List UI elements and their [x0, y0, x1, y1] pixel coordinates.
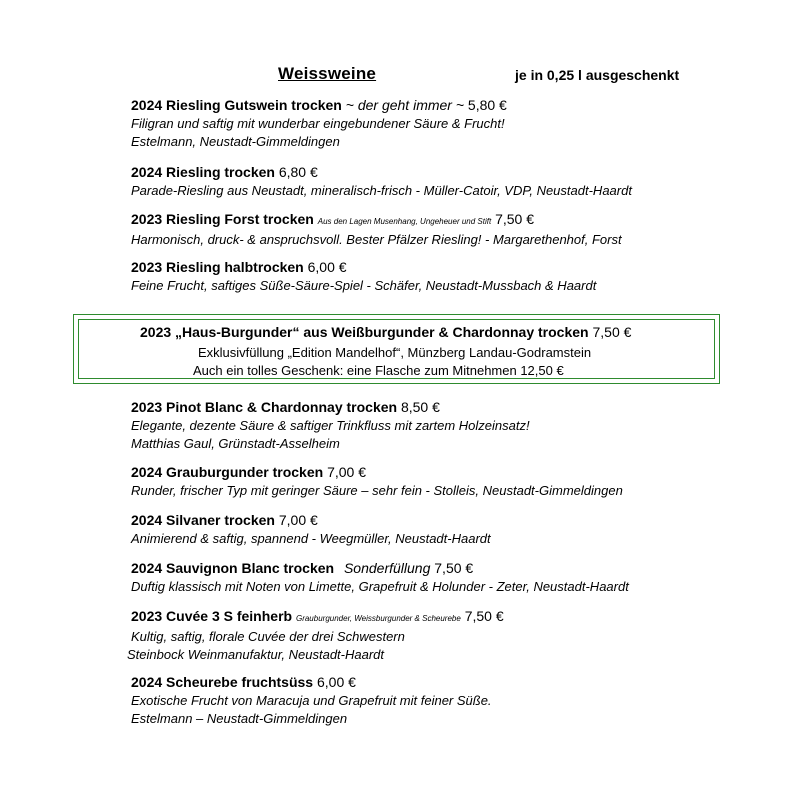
wine-entry [131, 463, 771, 500]
wine-price: 8,50 € [400, 399, 440, 415]
wine-entry [131, 210, 771, 249]
wine-description: Feine Frucht, saftiges Süße-Säure-Spiel - Schäfer, Neustadt-Mussbach & Haardt [131, 278, 597, 293]
wine-entry [131, 163, 771, 200]
wine-description: Harmonisch, druck- & anspruchsvoll. Bester Pfälzer Riesling! - Margarethenhof, Forst [131, 232, 622, 247]
wine-name: 2023 Pinot Blanc & Chardonnay trocken [131, 399, 398, 415]
wine-note: ~ der geht immer ~ [345, 97, 465, 113]
wine-name: 2024 Riesling trocken [131, 164, 275, 180]
wine-producer: Matthias Gaul, Grünstadt-Asselheim [131, 436, 340, 451]
wine-price: 6,00 € [316, 674, 356, 690]
wine-name: 2024 Riesling Gutswein trocken [131, 97, 342, 113]
wine-description: Filigran und saftig mit wunderbar eingebundener Säure & Frucht! [131, 116, 505, 131]
wine-price: 7,00 € [327, 464, 366, 480]
wine-name: 2023 Riesling halbtrocken [131, 259, 304, 275]
featured-gift-note: Auch ein tolles Geschenk: eine Flasche zum Mitnehmen 12,50 € [193, 363, 564, 378]
serving-note: je in 0,25 l ausgeschenkt [515, 67, 680, 83]
wine-entry [131, 559, 771, 596]
wine-note: Sonderfüllung [343, 560, 431, 576]
wine-description: Elegante, dezente Säure & saftiger Trinkfluss mit zartem Holzeinsatz! [131, 418, 530, 433]
featured-wine-name: 2023 „Haus-Burgunder“ aus Weißburgunder & Chardonnay trocken [140, 324, 589, 340]
wine-price: 6,00 € [307, 259, 347, 275]
wine-description: Parade-Riesling aus Neustadt, mineralisch-frisch - Müller-Catoir, VDP, Neustadt-Haardt [131, 183, 632, 198]
wine-description: Duftig klassisch mit Noten von Limette, Grapefruit & Holunder - Zeter, Neustadt-Haardt [131, 579, 629, 594]
wine-description: Runder, frischer Typ mit geringer Säure – sehr fein - Stolleis, Neustadt-Gimmeldingen [131, 483, 623, 498]
page-title: Weissweine [278, 64, 377, 83]
wine-small-note: Grauburgunder, Weissburgunder & Scheurebe [295, 614, 461, 623]
wine-small-note: Aus den Lagen Musenhang, Ungeheuer und Stift [317, 217, 492, 226]
wine-description: Kultig, saftig, florale Cuvée der drei Schwestern [131, 629, 405, 644]
wine-name: 2024 Scheurebe fruchtsüss [131, 674, 314, 690]
wine-name: 2024 Sauvignon Blanc trocken [131, 560, 335, 576]
wine-description: Animierend & saftig, spannend - Weegmüller, Neustadt-Haardt [131, 531, 491, 546]
featured-wine-price: 7,50 € [592, 324, 632, 340]
wine-price: 7,50 € [464, 608, 504, 624]
wine-name: 2023 Riesling Forst trocken [131, 211, 314, 227]
wine-entry [131, 96, 771, 151]
wine-name: 2024 Silvaner trocken [131, 512, 275, 528]
wine-producer: Steinbock Weinmanufaktur, Neustadt-Haardt [127, 647, 385, 662]
wine-producer: Estelmann – Neustadt-Gimmeldingen [131, 711, 348, 726]
wine-price: 5,80 € [467, 97, 507, 113]
wine-entry [131, 673, 771, 728]
wine-entry [127, 607, 771, 664]
wine-entry [131, 511, 771, 548]
wine-price: 6,80 € [278, 164, 318, 180]
featured-edition: Exklusivfüllung „Edition Mandelhof“, Münzberg Landau-Godramstein [198, 345, 592, 360]
wine-entry [131, 258, 771, 295]
wine-name: 2023 Cuvée 3 S feinherb [131, 608, 293, 624]
featured-box [73, 314, 720, 384]
wine-price: 7,50 € [434, 560, 474, 576]
wine-entry [131, 398, 771, 453]
wine-price: 7,00 € [278, 512, 318, 528]
wine-name: 2024 Grauburgunder trocken [131, 464, 324, 480]
wine-description: Exotische Frucht von Maracuja und Grapefruit mit feiner Süße. [131, 693, 492, 708]
wine-price: 7,50 € [495, 211, 535, 227]
wine-producer: Estelmann, Neustadt-Gimmeldingen [131, 134, 340, 149]
